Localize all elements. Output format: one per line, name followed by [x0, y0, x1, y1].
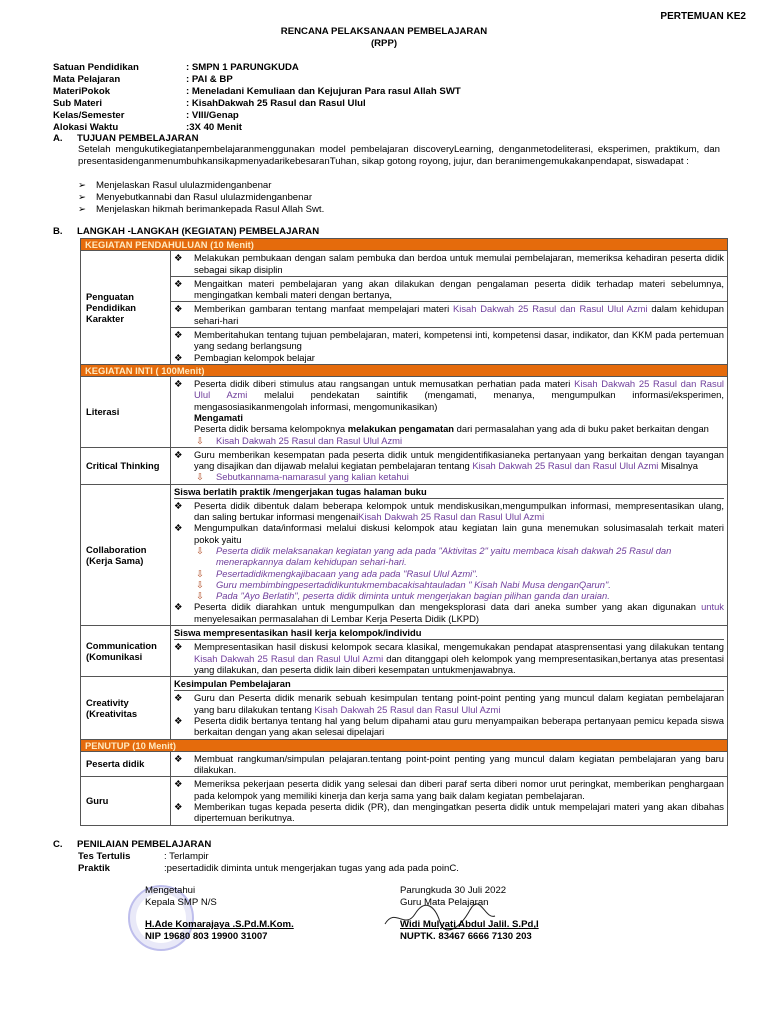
peserta-label: Peserta didik	[81, 751, 171, 777]
identity-row	[53, 62, 461, 74]
list-item	[174, 753, 724, 776]
list-item	[174, 500, 724, 523]
assessment-value: :pesertadidik diminta untuk mengerjakan tugas yang ada pada poinC.	[164, 863, 459, 874]
item-text: Peserta didik bertanya tentang hal yang belum dipahami atau guru menyampaikan beberapa pertanyaan pemicu kepada siswa berkaitan dengan yang akan selesai dipelajari	[194, 714, 724, 738]
activity-table	[80, 238, 728, 826]
signature-left-nip: NIP 19680 803 19900 31007	[145, 931, 268, 942]
highlight-text: Kisah Dakwah 25 Rasul dan Rasul Ulul Azmi	[314, 703, 501, 715]
item-text-part: Peserta didik diberi stimulus atau rangsangan untuk memusatkan perhatian pada materi	[194, 378, 575, 390]
list-item	[171, 327, 727, 352]
guru-content	[171, 777, 728, 825]
down-arrow-icon: ⇩	[196, 567, 204, 579]
diamond-bullet-icon: ❖	[174, 378, 183, 390]
diamond-bullet-icon: ❖	[174, 277, 183, 289]
item-text: Memberitahukan tentang tujuan pembelajaran, materi, kompetensi inti, kompetensi dasar, indikator, dan KKM pada pertemuan yang sedang berlangsung	[194, 328, 724, 352]
diamond-bullet-icon: ❖	[174, 499, 183, 511]
arrow-bullet-icon: ➢	[78, 192, 87, 203]
down-arrow-icon: ⇩	[196, 545, 204, 557]
list-item	[174, 252, 724, 275]
collab-label: Collaboration (Kerja Sama)	[81, 484, 171, 625]
list-item	[174, 715, 724, 738]
diamond-bullet-icon: ❖	[174, 714, 183, 726]
signature-left-name: H.Ade Komarajaya .S.Pd.M.Kom.	[145, 919, 294, 930]
peserta-content	[171, 751, 728, 777]
list-item	[174, 641, 724, 675]
list-item	[78, 180, 324, 192]
item-text-part: Guru dan Peserta didik menarik sebuah kesimpulan tentang point-point penting yang muncul dalam kegiatan pembelajaran yang baru dilakukan tentang	[194, 692, 724, 715]
diamond-bullet-icon: ❖	[174, 641, 183, 653]
diamond-bullet-icon: ❖	[174, 303, 183, 315]
literasi-paragraph	[174, 423, 724, 434]
highlight-text: Sebutkannama-namarasul yang kalian ketahui	[216, 471, 409, 483]
sub-item	[174, 471, 724, 482]
signature-right-name: Widi Mulyati Abdul Jalil. S.Pd,I	[400, 919, 539, 930]
highlight-text: Kisah Dakwah 25 Rasul dan Rasul Ulul Azmi	[216, 434, 403, 446]
sub-item	[174, 590, 724, 601]
signature-right-nip: NUPTK. 83467 6666 7130 203	[400, 931, 532, 942]
item-text-part: Peserta didik diarahkan untuk mengumpulkan dan mengeksplorasi data dari aneka sumber yang akan digunakan	[194, 601, 702, 613]
identity-key: Satuan Pendidikan	[53, 62, 139, 73]
table-row	[81, 251, 728, 365]
sub-item	[174, 435, 724, 446]
item-text: Membuat rangkuman/simpulan pelajaran.tentang point-point penting yang muncul dalam kegiatan pembelajaran yang baru dilakukan.	[194, 752, 724, 776]
goal-item-text: Menjelaskan hikmah berimankepada Rasul Allah Swt.	[96, 204, 325, 215]
identity-value: : VIII/Genap	[186, 110, 239, 121]
diamond-bullet-icon: ❖	[174, 800, 183, 812]
identity-value: : KisahDakwah 25 Rasul dan Rasul Ulul	[186, 98, 366, 109]
table-row	[78, 863, 459, 875]
sub-item	[174, 545, 724, 568]
list-item	[174, 352, 724, 363]
signature-left-line1: Mengetahui	[145, 885, 196, 896]
diamond-bullet-icon: ❖	[174, 448, 183, 460]
item-text	[194, 378, 724, 412]
mengamati-heading: Mengamati	[194, 411, 243, 423]
list-item	[78, 192, 324, 204]
identity-value: : Meneladani Kemuliaan dan Kejujuran Para rasul Allah SWT	[186, 86, 461, 97]
item-text-part: Peserta didik dibentuk dalam beberapa kelompok untuk mendiskusikan,mengumpulkan informasi, mempresentasikan ulang, dan saling bertukar informasi mengenai	[194, 499, 724, 523]
identity-value: : SMPN 1 PARUNGKUDA	[186, 62, 299, 73]
list-item	[174, 522, 724, 545]
italic-text: Pesertadidikmengkajibacaan yang ada pada "Rasul Ulul Azmi".	[216, 567, 479, 579]
identity-key: MateriPokok	[53, 86, 111, 97]
identity-row	[53, 86, 461, 98]
identity-table	[53, 62, 461, 134]
collab-heading: Siswa berlatih praktik /mengerjakan tugas halaman buku	[174, 486, 724, 499]
signature-right-line1: Parungkuda 30 Juli 2022	[400, 885, 507, 896]
highlight-text: Kisah Dakwah 25 Rasul dan Rasul Ulul Azmi	[472, 460, 659, 472]
highlight-text: Kisah Dakwah 25 Rasul dan Rasul Ulul Azmi	[453, 303, 648, 315]
item-text: Memberikan tugas kepada peserta didik (PR), dan mengingatkan peserta didik untuk mempelajari materi yang akan dibahas dipertemuan berikutnya.	[194, 800, 724, 824]
highlight-text: Kisah Dakwah 25 Rasul dan Rasul Ulul Azmi	[194, 652, 384, 664]
list-item	[174, 801, 724, 824]
down-arrow-icon: ⇩	[196, 590, 204, 602]
item-text: Mengumpulkan data/informasi melalui diskusi kelompok atau kegiatan lain guna menemukan solusimasalah terkait materi pokok yaitu	[194, 522, 724, 545]
signature-right	[400, 885, 539, 943]
penguatan-label: Penguatan Pendidikan Karakter	[81, 251, 171, 365]
meeting-label: PERTEMUAN KE2	[660, 11, 746, 22]
section-title: TUJUAN PEMBELAJARAN	[77, 133, 199, 144]
item-text	[194, 303, 724, 326]
critical-label: Critical Thinking	[81, 447, 171, 484]
item-text: Melakukan pembukaan dengan salam pembuka dan berdoa untuk memulai pembelajaran, memeriksa kehadiran peserta didik sebagai sikap disiplin	[194, 252, 724, 275]
item-text-part: dari permasalahan yang ada di buku paket berkaitan dengan	[454, 423, 709, 435]
item-text-part: Guru memberikan kesempatan pada peserta didik untuk mengidentifikasianeka pertanyaan yang berkaitan dengan tayangan yang disajikan dan dijawab melalui kegiatan pembelajaran tentang	[194, 448, 724, 472]
section-b-heading	[53, 226, 319, 238]
comm-content	[171, 626, 728, 677]
identity-value: : PAI & BP	[186, 74, 233, 85]
section-letter: B.	[53, 226, 63, 237]
section-c-heading	[53, 839, 211, 851]
sub-item	[174, 568, 724, 579]
item-text	[194, 601, 724, 624]
item-text-part: dan ditanggapi oleh kelompok yang mempresentasikan,bertanya atas presentasi yang dilakukan, dan peserta didik lain diberi kesempatan untukmenjawabnya.	[194, 652, 724, 675]
item-text: Memeriksa pekerjaan peserta didik yang selesai dan diberi paraf serta diberi nomor urut peringkat, memberikan penghargaan pada kelompok yang memiliki kinerja dan kerja sama yang baik dalam kegiatan pembelajaran.	[194, 778, 724, 801]
signature-left-line2: Kepala SMP N/S	[145, 897, 217, 908]
item-text-part: melalui pendekatan saintifik (mengamati, menanya, mengumpulkan informasi/eksperimen, mengasosiasikanmengolah informasi, mengomunikasikan)	[194, 389, 724, 412]
section-letter: C.	[53, 839, 63, 850]
table-row	[81, 751, 728, 777]
diamond-bullet-icon: ❖	[174, 252, 183, 264]
down-arrow-icon: ⇩	[196, 471, 204, 483]
section-title: PENILAIAN PEMBELAJARAN	[77, 839, 212, 850]
literasi-content	[171, 377, 728, 448]
identity-key: Kelas/Semester	[53, 110, 125, 121]
diamond-bullet-icon: ❖	[174, 351, 183, 363]
diamond-bullet-icon: ❖	[174, 692, 183, 704]
highlight-text: Kisah Dakwah 25 Rasul dan Rasul Ulul Azmi	[358, 511, 545, 523]
item-text-part: Mempresentasikan hasil diskusi kelompok secara klasikal, mengemukakan pendapat atasprensentasi yang dilakukan tentang	[194, 641, 724, 653]
identity-value: :3X 40 Menit	[186, 122, 242, 133]
creat-heading: Kesimpulan Pembelajaran	[174, 678, 724, 691]
section-title: LANGKAH -LANGKAH (KEGIATAN) PEMBELAJARAN	[77, 226, 320, 237]
table-row	[81, 626, 728, 677]
down-arrow-icon: ⇩	[196, 578, 204, 590]
assessment-key: Praktik	[78, 863, 110, 874]
document-title: RENCANA PELAKSANAAN PEMBELAJARAN	[280, 26, 488, 37]
item-text	[194, 500, 724, 523]
section-letter: A.	[53, 133, 63, 144]
table-row	[81, 239, 728, 251]
assessment-value: : Terlampir	[164, 851, 209, 862]
goal-list	[78, 180, 324, 216]
table-row	[81, 364, 728, 376]
creat-label: Creativity (Kreativitas	[81, 677, 171, 739]
sub-item	[174, 579, 724, 590]
section-a-heading	[53, 133, 199, 145]
diamond-bullet-icon: ❖	[174, 601, 183, 613]
literasi-label: Literasi	[81, 377, 171, 448]
penutup-header: PENUTUP (10 Menit)	[81, 739, 728, 751]
item-text: Pembagian kelompok belajar	[194, 351, 315, 363]
table-row	[81, 447, 728, 484]
assessment-table	[78, 851, 459, 875]
item-text	[194, 449, 724, 472]
item-text-part: dalam kehidupan sehari-hari	[194, 303, 725, 326]
critical-content	[171, 447, 728, 484]
arrow-bullet-icon: ➢	[78, 204, 87, 215]
list-item	[171, 276, 727, 301]
identity-row	[53, 74, 461, 86]
document-subtitle: (RPP)	[370, 38, 398, 49]
bold-text: melakukan pengamatan	[347, 423, 455, 435]
item-text-part: Memberikan gambaran tentang manfaat mempelajari materi	[194, 303, 453, 315]
goal-item-text: Menyebutkannabi dan Rasul ululazmidenganbenar	[96, 192, 313, 203]
signature-left	[145, 885, 294, 943]
list-item	[174, 692, 724, 715]
inti-header: KEGIATAN INTI ( 100Menit)	[81, 364, 728, 376]
item-text	[194, 692, 724, 715]
table-row	[81, 377, 728, 448]
arrow-bullet-icon: ➢	[78, 180, 87, 191]
diamond-bullet-icon: ❖	[174, 752, 183, 764]
item-text-part: Misalnya	[658, 460, 698, 472]
goal-paragraph: Setelah mengukutikegiatanpembelajaranmenggunakan model pembelajaran discoveryLearning, denganmetodeliterasi, eksperimen, praktikum, dan presentasidenganmenumbuhkansikapmenyadarikebesaranTuhan, sikap gotong royong, jujur, dan beranimengemukakanpendapat, siswadapat :	[78, 144, 720, 167]
pendahuluan-header: KEGIATAN PENDAHULUAN (10 Menit)	[81, 239, 728, 251]
identity-key: Sub Materi	[53, 98, 103, 109]
table-row	[81, 739, 728, 751]
list-item	[174, 378, 724, 412]
item-text: Mengaitkan materi pembelajaran yang akan dilakukan dengan pengalaman peserta didik terhadap materi sebelumnya, mengingatkan kembali materi dengan bertanya,	[194, 277, 724, 301]
list-item	[174, 601, 724, 624]
diamond-bullet-icon: ❖	[174, 778, 183, 790]
list-item	[174, 449, 724, 472]
item-text-part: menyelesaikan permasalahan di Lembar Kerja Peserta Didik (LKPD)	[194, 612, 480, 624]
identity-key: Mata Pelajaran	[53, 74, 121, 85]
item-text-part: Peserta didik bersama kelompoknya	[194, 423, 348, 435]
item-text	[194, 641, 724, 675]
collab-content	[171, 484, 728, 625]
diamond-bullet-icon: ❖	[174, 328, 183, 340]
list-item	[174, 778, 724, 801]
italic-text: Guru membimbingpesertadidikuntukmembacakisahtauladan " Kisah Nabi Musa denganQarun".	[216, 578, 611, 590]
down-arrow-icon: ⇩	[196, 434, 204, 446]
highlight-text: untuk	[701, 601, 724, 613]
penguatan-content	[171, 251, 728, 365]
table-row	[81, 777, 728, 825]
italic-text: Peserta didik melaksanakan kegiatan yang ada pada "Aktivitas 2" yaitu membaca kisah dakwah 25 Rasul dan menerapkannya dalam kehidupan sehari-hari.	[216, 545, 672, 568]
identity-row	[53, 110, 461, 122]
assessment-key: Tes Tertulis	[78, 851, 131, 862]
italic-text: Pada "Ayo Berlatih", peserta didik diminta untuk mengerjakan bagian pilihan ganda dan uraian.	[216, 590, 610, 602]
comm-label: Communication (Komunikasi	[81, 626, 171, 677]
table-row	[81, 677, 728, 739]
guru-label: Guru	[81, 777, 171, 825]
table-row	[81, 484, 728, 625]
diamond-bullet-icon: ❖	[174, 522, 183, 534]
goal-item-text: Menjelaskan Rasul ululazmidenganbenar	[96, 180, 272, 191]
identity-row	[53, 98, 461, 110]
highlight-text: Kisah Dakwah 25 Rasul dan Rasul Ulul Azmi	[194, 378, 724, 401]
signature-right-line2: Guru Mata Pelajaran	[400, 897, 489, 908]
identity-key: Alokasi Waktu	[53, 122, 119, 133]
creat-content	[171, 677, 728, 739]
list-item	[78, 204, 324, 216]
list-item	[171, 301, 727, 326]
comm-heading: Siswa mempresentasikan hasil kerja kelompok/individu	[174, 627, 724, 640]
table-row	[78, 851, 459, 863]
